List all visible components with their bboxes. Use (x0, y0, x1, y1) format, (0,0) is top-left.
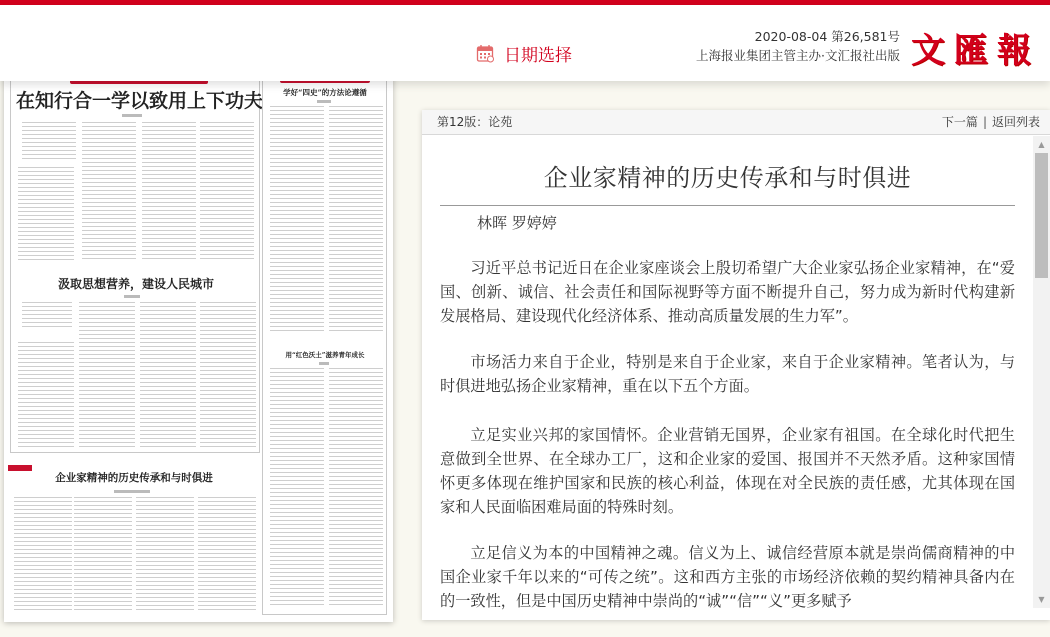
byline (122, 114, 142, 117)
paper-headline-right-2[interactable]: 用“红色沃土”滋养青年成长 (285, 351, 365, 359)
scroll-up-icon[interactable]: ▲ (1038, 140, 1045, 149)
text-columns (14, 497, 72, 612)
article-panel (422, 110, 1050, 620)
byline (114, 490, 150, 493)
paper-headline-right-1[interactable]: 学好“四史”的方法论遵循 (283, 88, 367, 97)
publisher-line: 上海报业集团主管主办·文汇报社出版 (696, 48, 900, 63)
text-columns (200, 302, 256, 447)
calendar-icon (476, 44, 495, 63)
byline (319, 362, 329, 365)
text-columns (140, 302, 196, 447)
text-columns (329, 368, 383, 608)
text-columns (198, 497, 256, 612)
byline (317, 100, 331, 103)
article-title: 企业家精神的历史传承和与时俱进 (543, 164, 912, 192)
text-columns (74, 497, 132, 612)
text-columns (142, 122, 196, 262)
text-columns (136, 497, 194, 612)
next-article-link[interactable]: 下一篇 (941, 115, 978, 129)
article-paragraph: 立足信义为本的中国精神之魂。信义为上、诚信经营原本就是崇尚儒商精神的中国企业家千年以来的“可传之统”。这和西方主张的市场经济依赖的契约精神具备内在的一致性，但是中国历史精神中崇尚的“诚”“信”“义”更多赋予 (440, 544, 1015, 610)
text-columns (79, 302, 135, 447)
article-scrollbar[interactable] (1033, 136, 1050, 608)
paper-headline-2[interactable]: 汲取思想营养，建设人民城市 (57, 277, 214, 291)
wenhui-logo: 文匯報 (911, 31, 1040, 71)
date-select-label: 日期选择 (504, 46, 572, 66)
title-divider (440, 205, 1015, 206)
text-columns (22, 302, 72, 330)
date-select-button[interactable] (476, 41, 572, 66)
article-nav (942, 110, 1040, 135)
article-paragraph: 习近平总书记近日在企业家座谈会上殷切希望广大企业家弘扬企业家精神，在“爱国、创新、诚信、社会责任和国际视野等方面不断提升自己，努力成为新时代构建新发展格局、建设现代化经济体系、推动高质量发展的生力军”。 (440, 259, 1015, 325)
article-paragraph: 立足实业兴邦的家国情怀。企业营销无国界，企业家有祖国。在全球化时代把生意做到全世界、在全球办工厂，这和企业家的爱国、报国并不天然矛盾。这种家国情怀更多体现在维护国家和民族的核心利益，体现在对全民族的责任感，尤其体现在国家和人民面临困难局面的特殊时刻。 (440, 426, 1015, 516)
nav-separator: | (982, 115, 987, 129)
byline (124, 295, 140, 298)
article-header-bar (422, 110, 1050, 135)
article-author: 林晖 罗婷婷 (477, 214, 557, 232)
paper-headline-1[interactable]: 在知行合一学以致用上下功夫 (16, 90, 264, 112)
back-to-list-link[interactable]: 返回列表 (991, 115, 1040, 129)
article-content (422, 136, 1032, 620)
edition-label: 第12版：论苑 (437, 115, 513, 129)
text-columns (22, 122, 76, 162)
text-columns (18, 342, 74, 447)
text-columns (329, 106, 383, 331)
paper-headline-3[interactable]: 企业家精神的历史传承和与时俱进 (55, 472, 213, 484)
text-columns (82, 122, 136, 262)
text-columns (270, 106, 324, 331)
site-header (0, 5, 1050, 81)
issue-date: 2020-08-04 第26,581号 (754, 29, 900, 44)
text-columns (270, 368, 324, 608)
publication-info (696, 27, 900, 65)
scroll-down-icon[interactable]: ▼ (1038, 595, 1045, 604)
text-columns (18, 167, 74, 262)
newspaper-page-image[interactable] (4, 42, 393, 622)
article-paragraph: 市场活力来自于企业，特别是来自于企业家，来自于企业家精神。笔者认为，与时俱进地弘扬企业家精神，重在以下五个方面。 (440, 353, 1015, 395)
scrollbar-thumb[interactable] (1035, 153, 1048, 278)
text-columns (200, 122, 254, 262)
